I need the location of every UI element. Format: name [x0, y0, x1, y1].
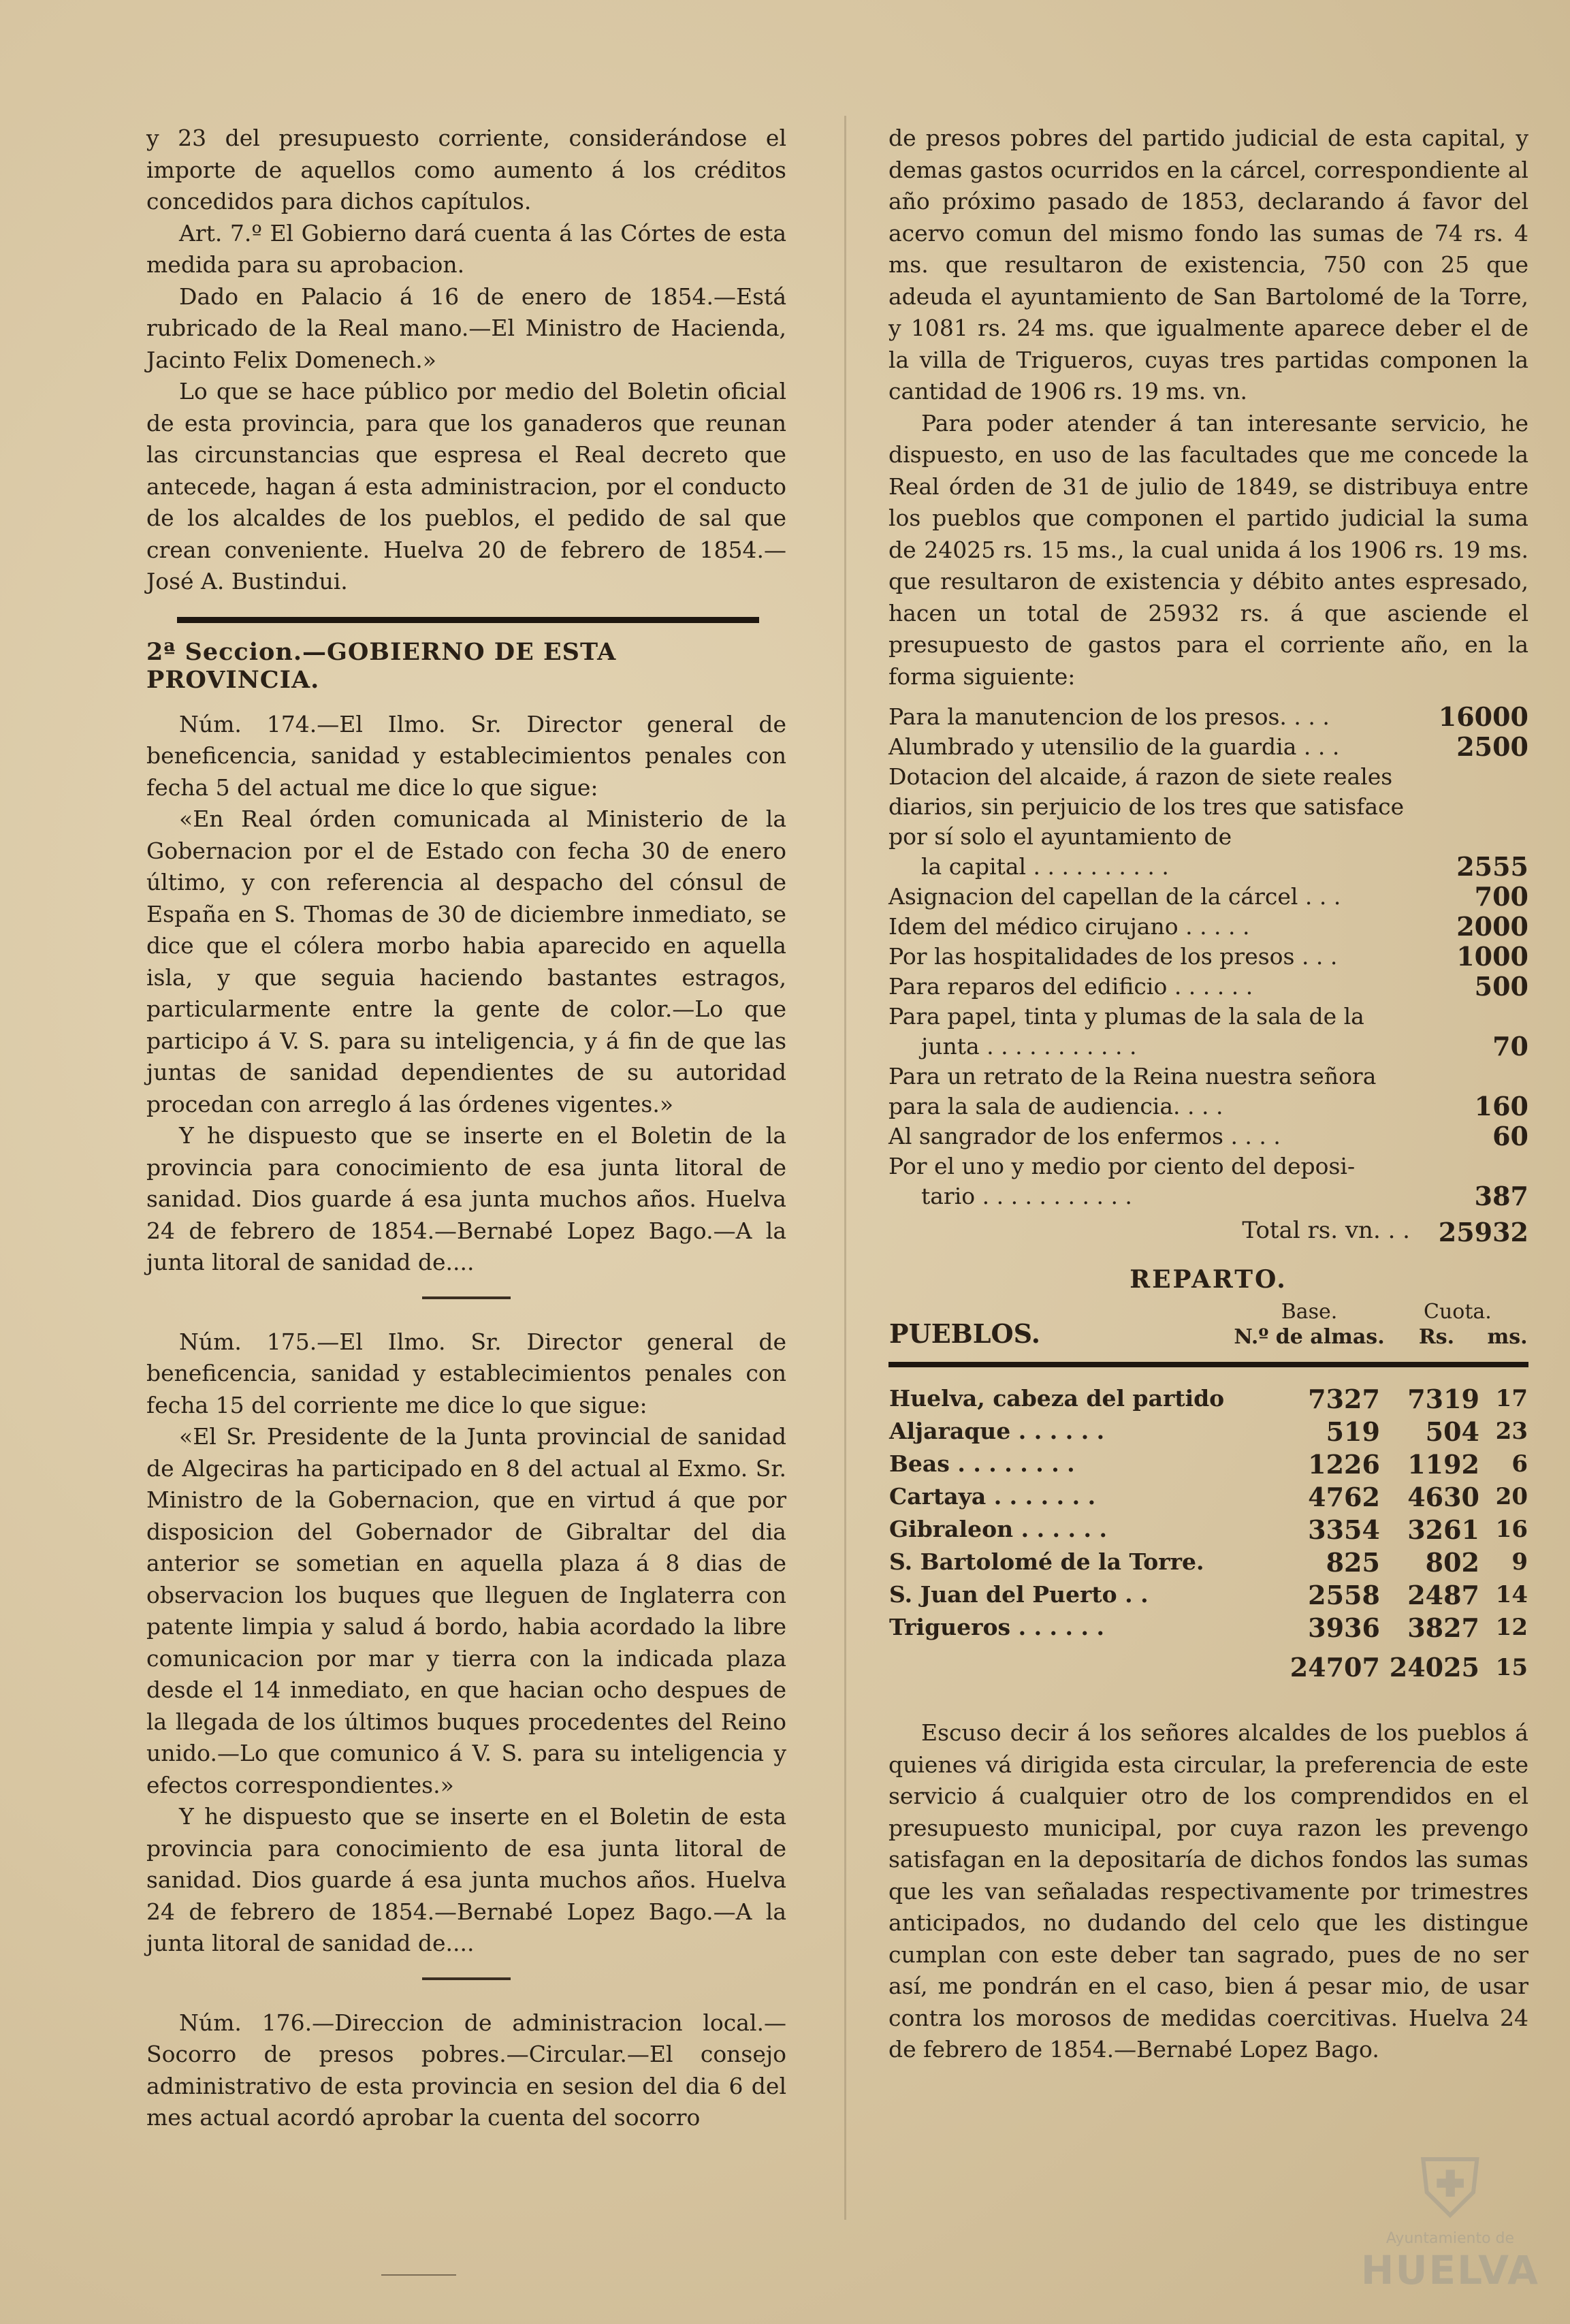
budget-label: Dotacion del alcaide, á razon de siete reales diarios, sin perjuicio de los tres que satisface por sí solo el ayuntamiento de [888, 763, 1405, 850]
header-rs: Rs. [1418, 1325, 1455, 1349]
paragraph: Para poder atender á tan interesante servicio, he dispuesto, en uso de las facultades que me concede la Real órden de 31 de julio de 1849, se distribuya entre los pueblos que componen el partido judicial la suma de 24025 rs. 15 ms., la cual unida á los 1906 rs. 19 ms. que resultaron de existencia y débito antes espresado, hacen un total de 25932 rs. á que asciende el presupuesto de gastos para el corriente año, en la forma siguiente: [888, 409, 1528, 690]
paragraph: y 23 del presupuesto corriente, considerándose el importe de aquellos como aumento á los créditos concedidos para dichos capítulos. [146, 125, 786, 214]
section-divider [177, 617, 759, 623]
budget-row [888, 912, 1528, 942]
town-name: Huelva, cabeza del partido [889, 1385, 1225, 1412]
rs-value: 3261 [1407, 1514, 1479, 1545]
paragraph: Núm. 174.—El Ilmo. Sr. Director general de beneficencia, sanidad y establecimientos penales con fecha 5 del actual me dice lo que sigue: [146, 710, 786, 801]
ms-value: 16 [1495, 1516, 1528, 1543]
total-rs: 24025 [1389, 1652, 1479, 1683]
ms-value: 23 [1495, 1418, 1528, 1445]
budget-amount: 387 [1474, 1181, 1528, 1211]
budget-label: la capital . . . . . . . . . . [921, 853, 1169, 880]
header-cuota-top: Cuota. [1424, 1300, 1492, 1324]
budget-row [888, 1151, 1528, 1181]
table-row [888, 1382, 1528, 1415]
budget-row [888, 942, 1528, 972]
budget-row [888, 732, 1528, 762]
budget-label: junta . . . . . . . . . . . [921, 1033, 1137, 1060]
paragraph: «En Real órden comunicada al Ministerio de la Gobernacion por el de Estado con fecha 30 de enero último, y con referencia al despacho del cónsul de España en S. Thomas de 30 de diciembre inmediato, se dice que el cólera morbo habia aparecido en aquella isla, y que seguia haciendo bastantes estragos, particularmente entre la gente de color.—Lo que participo á V. S. para su inteligencia, y á fin de que las juntas de sanidad dependientes de su autoridad procedan con arreglo á las órdenes vigentes.» [146, 806, 786, 1117]
rs-value: 802 [1425, 1546, 1479, 1578]
header-pueblos: PUEBLOS. [889, 1318, 1040, 1349]
budget-row [888, 852, 1528, 882]
budget-total [888, 1217, 1528, 1247]
almas-value: 4762 [1308, 1481, 1380, 1512]
ms-value: 17 [1495, 1385, 1528, 1412]
header-almas: N.º de almas. [1234, 1325, 1385, 1349]
paragraph: Lo que se hace público por medio del Boletin oficial de esta provincia, para que los ganaderos que reunan las circunstancias que espresa el Real decreto que antecede, hagan á esta administracion, por el conducto de los alcaldes de los pueblos, el pedido de sal que crean conveniente. Huelva 20 de febrero de 1854.—José A. Bustindui. [146, 378, 786, 594]
ms-value: 12 [1495, 1614, 1528, 1641]
reparto-body [888, 1382, 1528, 1644]
budget-amount: 2000 [1456, 911, 1528, 942]
paragraph: Art. 7.º El Gobierno dará cuenta á las Córtes de esta medida para su aprobacion. [146, 219, 786, 278]
budget-row [888, 702, 1528, 732]
rs-value: 4630 [1407, 1481, 1479, 1512]
budget-amount: 500 [1474, 971, 1528, 1002]
budget-amount: 60 [1492, 1121, 1528, 1151]
bottom-rule [381, 2274, 456, 2276]
paragraph: «El Sr. Presidente de la Junta provincial de sanidad de Algeciras ha participado en 8 del actual al Exmo. Sr. Ministro de la Gobernacion, que en virtud á que por disposicion del Gobernador de Gibraltar del dia anterior se sometian en aquella plaza á 8 dias de observacion los buques que lleguen de Inglaterra con patente limpia y salud á bordo, habia acordado la libre comunicacion por mar y tierra con la indicada plaza desde el 14 inmediato, en que hacian ocho despues de la llegada de los últimos buques procedentes del Reino unido.—Lo que comunico á V. S. para su inteligencia y efectos correspondientes.» [146, 1423, 786, 1798]
budget-label: Para la manutencion de los presos. . . . [888, 703, 1330, 730]
budget-label: Idem del médico cirujano . . . . . [888, 913, 1250, 940]
paragraph: Y he dispuesto que se inserte en el Boletin de la provincia para conocimiento de esa junta litoral de sanidad. Dios guarde á esa junta muchos años. Huelva 24 de febrero de 1854.—Bernabé Lopez Bago.—A la junta litoral de sanidad de.... [146, 1122, 786, 1275]
budget-amount: 2555 [1456, 851, 1528, 882]
table-row [888, 1578, 1528, 1611]
reparto-table [888, 1299, 1528, 1683]
budget-amount: 160 [1474, 1091, 1528, 1121]
total-label: Total rs. vn. . . [1242, 1217, 1410, 1244]
ms-value: 9 [1511, 1548, 1528, 1576]
budget-label: Al sangrador de los enfermos . . . . [888, 1123, 1281, 1149]
table-row [888, 1513, 1528, 1546]
total-almas: 24707 [1289, 1652, 1380, 1683]
town-name: Trigueros . . . . . . [889, 1614, 1104, 1640]
budget-list [888, 702, 1528, 1211]
almas-value: 3936 [1308, 1612, 1380, 1643]
left-column [146, 123, 786, 2134]
budget-label: Por las hospitalidades de los presos . . . [888, 943, 1338, 970]
budget-label: Para reparos del edificio . . . . . . [888, 973, 1253, 1000]
table-row [888, 1611, 1528, 1644]
town-name: S. Bartolomé de la Torre. [889, 1548, 1204, 1575]
rs-value: 2487 [1407, 1579, 1479, 1610]
budget-label: Para un retrato de la Reina nuestra señora para la sala de audiencia. . . . [888, 1063, 1377, 1119]
rs-value: 1192 [1407, 1448, 1479, 1480]
rs-value: 7319 [1407, 1383, 1479, 1414]
budget-label: Por el uno y medio por ciento del deposi- [888, 1153, 1356, 1179]
paragraph: de presos pobres del partido judicial de esta capital, y demas gastos ocurridos en la cárcel, correspondiente al año próximo pasado de 1853, declarando á favor del acervo comun del mismo fondo las sumas de 74 rs. 4 ms. que resultaron de existencia, 750 con 25 que adeuda el ayuntamiento de San Bartolomé de la Torre, y 1081 rs. 24 ms. que igualmente aparece deber el de la villa de Trigueros, cuyas tres partidas componen la cantidad de 1906 rs. 19 ms. vn. [888, 125, 1528, 404]
watermark-line1: Ayuntamiento de [1385, 2230, 1515, 2247]
table-total-row [888, 1651, 1528, 1683]
almas-value: 2558 [1308, 1579, 1380, 1610]
watermark [1360, 2142, 1539, 2293]
budget-label: Alumbrado y utensilio de la guardia . . . [888, 733, 1340, 760]
town-name: Cartaya . . . . . . . [889, 1483, 1096, 1510]
header-base-top: Base. [1281, 1300, 1338, 1324]
budget-amount: 1000 [1456, 941, 1528, 972]
budget-row [888, 1121, 1528, 1151]
rs-value: 3827 [1407, 1612, 1479, 1643]
divider [422, 1977, 511, 1980]
table-row [888, 1546, 1528, 1578]
paragraph: Núm. 175.—El Ilmo. Sr. Director general de beneficencia, sanidad y establecimientos penales con fecha 15 del corriente me dice lo que sigue: [146, 1328, 786, 1418]
town-name: Gibraleon . . . . . . [889, 1516, 1107, 1542]
almas-value: 825 [1326, 1546, 1380, 1578]
table-row [888, 1448, 1528, 1480]
right-column [888, 123, 1528, 2066]
budget-label: tario . . . . . . . . . . . [921, 1183, 1132, 1209]
budget-row [888, 1062, 1528, 1121]
table-row [888, 1415, 1528, 1448]
budget-amount: 70 [1492, 1031, 1528, 1062]
table-row [888, 1480, 1528, 1513]
budget-row [888, 972, 1528, 1002]
budget-row [888, 1032, 1528, 1062]
budget-row [888, 762, 1528, 852]
divider [422, 1296, 511, 1299]
budget-amount: 700 [1474, 881, 1528, 912]
budget-row [888, 882, 1528, 912]
budget-label: Asignacion del capellan de la cárcel . . . [888, 883, 1341, 910]
ms-value: 20 [1495, 1483, 1528, 1510]
town-name: S. Juan del Puerto . . [889, 1581, 1149, 1608]
section-title: 2ª Seccion.—GOBIERNO DE ESTA PROVINCIA. [146, 637, 617, 694]
budget-row [888, 1002, 1528, 1032]
column-rule [844, 116, 846, 2220]
almas-value: 519 [1326, 1416, 1380, 1447]
paragraph: Escuso decir á los señores alcaldes de los pueblos á quienes vá dirigida esta circular, la preferencia de este servicio á cualquier otro de los comprendidos en el presupuesto municipal, por cuya razon les prevengo satisfagan en la depositaría de dichos fondos las sumas que les van señaladas respectivamente por trimestres anticipados, no dudando del celo que les distingue cumplan con este deber tan sagrado, pues de no ser así, me pondrán en el caso, bien á pesar mio, de usar contra los morosos de medidas coercitivas. Huelva 24 de febrero de 1854.—Bernabé Lopez Bago. [888, 1719, 1528, 2063]
total-ms: 15 [1495, 1653, 1528, 1681]
almas-value: 3354 [1308, 1514, 1380, 1545]
paragraph: Y he dispuesto que se inserte en el Boletin de esta provincia para conocimiento de esa junta litoral de sanidad. Dios guarde á esa junta muchos años. Huelva 24 de febrero de 1854.—Bernabé Lopez Bago.—A la junta litoral de sanidad de.... [146, 1803, 786, 1956]
almas-value: 1226 [1308, 1448, 1380, 1480]
paragraph: Núm. 176.—Direccion de administracion local.—Socorro de presos pobres.—Circular.—El consejo administrativo de esta provincia en sesion del dia 6 del mes actual acordó aprobar la cuenta del socorro [146, 2009, 786, 2131]
budget-amount: 16000 [1438, 701, 1528, 732]
table-header-rule [888, 1362, 1528, 1367]
ms-value: 14 [1495, 1581, 1528, 1608]
watermark-line2: HUELVA [1360, 2247, 1539, 2293]
town-name: Beas . . . . . . . . [889, 1450, 1075, 1477]
total-amount: 25932 [1438, 1217, 1528, 1247]
city-shield-icon: ⛨ [1419, 2142, 1481, 2236]
ms-value: 6 [1511, 1450, 1528, 1478]
town-name: Aljaraque . . . . . . [889, 1418, 1105, 1444]
budget-row [888, 1181, 1528, 1211]
almas-value: 7327 [1308, 1383, 1380, 1414]
header-ms: ms. [1487, 1325, 1528, 1349]
paragraph: Dado en Palacio á 16 de enero de 1854.—Está rubricado de la Real mano.—El Ministro de Hacienda, Jacinto Felix Domenech.» [146, 283, 786, 373]
reparto-title: REPARTO. [1130, 1265, 1287, 1294]
budget-amount: 2500 [1456, 731, 1528, 762]
rs-value: 504 [1425, 1416, 1479, 1447]
budget-label: Para papel, tinta y plumas de la sala de la [888, 1003, 1364, 1030]
